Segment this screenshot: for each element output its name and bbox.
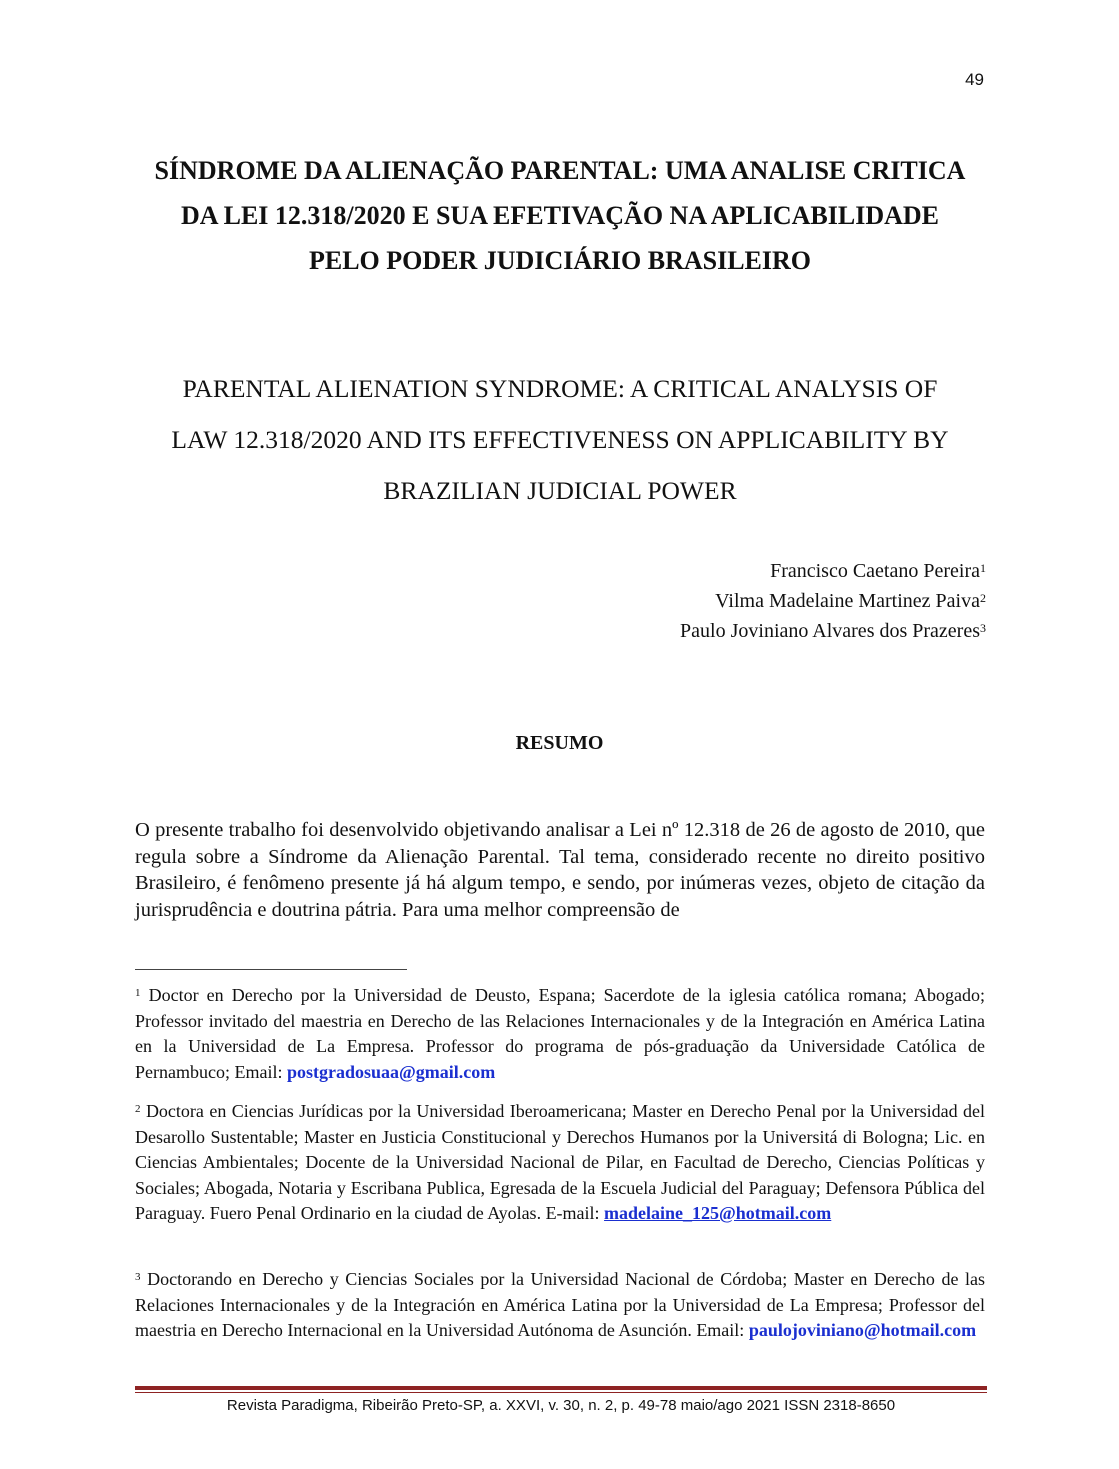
resumo-heading: RESUMO — [515, 732, 604, 754]
footnote-mark: 2 — [135, 1103, 141, 1115]
email-link[interactable]: paulojoviniano@hotmail.com — [748, 1320, 977, 1340]
footnote-mark: 3 — [135, 1271, 141, 1283]
author-line — [680, 616, 986, 646]
title-en-line: BRAZILIAN JUDICIAL POWER — [383, 476, 737, 505]
footnote-text: Doctora en Ciencias Jurídicas por la Universidad Iberoamericana; Master en Derecho Penal por la Universidad del Desarollo Sustentable; Master en Justicia Constitucional y Derechos Humanos por la Universitá di Bologna; Lic. en Ciencias Ambientales; Docente de la Universidad Nacional de Pilar, en Facultad de Derecho, Ciencias Políticas y Sociales; Abogada, Notaria y Escribana Publica, Egresada de la Escuela Judicial del Paraguay; Defensora Pública del Paraguay. Fuero Penal Ordinario en la ciudad de Ayolas. E-mail: — [135, 1101, 986, 1223]
footnote-ref[interactable]: 2 — [980, 591, 986, 605]
page-number: 49 — [965, 70, 984, 89]
title-pt-line: DA LEI 12.318/2020 E SUA EFETIVAÇÃO NA APLICABILIDADE — [180, 201, 939, 230]
footer-divider-thin — [135, 1392, 987, 1393]
footnote-ref[interactable]: 1 — [980, 561, 986, 575]
footnote — [135, 1099, 985, 1227]
footnote — [135, 983, 985, 1085]
title-en-line: LAW 12.318/2020 AND ITS EFFECTIVENESS ON APPLICABILITY BY — [171, 425, 949, 454]
journal-footer: Revista Paradigma, Ribeirão Preto-SP, a. XXVI, v. 30, n. 2, p. 49-78 maio/ago 2021 ISSN 2318-8650 — [226, 1397, 896, 1414]
author-line — [680, 586, 986, 616]
author-name: Francisco Caetano Pereira — [770, 560, 980, 582]
title-en-line: PARENTAL ALIENATION SYNDROME: A CRITICAL ANALYSIS OF — [182, 374, 938, 403]
footnote — [135, 1267, 985, 1344]
author-name: Vilma Madelaine Martinez Paiva — [715, 590, 980, 612]
email-link[interactable]: postgradosuaa@gmail.com — [286, 1061, 496, 1082]
footnote-text: Doctor en Derecho por la Universidad de Deusto, Espana; Sacerdote de la iglesia católica romana; Abogado; Professor invitado del maestria en Derecho de las Relaciones Internacionales y de la Integración en América Latina en la Universidad de La Empresa. Professor do programa de pós-graduação da Universidade Católica de Pernambuco; Email: — [135, 985, 986, 1082]
email-link[interactable]: madelaine_125@hotmail.com — [604, 1203, 832, 1223]
footnote-mark: 1 — [135, 987, 141, 999]
resumo-paragraph: O presente trabalho foi desenvolvido objetivando analisar a Lei nº 12.318 de 26 de agosto de 2010, que regula sobre a Síndrome da Alienação Parental. Tal tema, considerado recente no direito positivo Brasileiro, é fenômeno presente já há algum tempo, e sendo, por inúmeras vezes, objeto de citação da jurisprudência e doutrina pátria. Para uma melhor compreensão de — [135, 819, 985, 921]
author-line — [680, 556, 986, 586]
footnote-divider — [135, 969, 407, 970]
author-list — [680, 556, 986, 646]
footnote-ref[interactable]: 3 — [980, 621, 986, 635]
title-pt-line: SÍNDROME DA ALIENAÇÃO PARENTAL: UMA ANALISE CRITICA — [154, 156, 966, 185]
footnote-text: Doctorando en Derecho y Ciencias Sociales por la Universidad Nacional de Córdoba; Master en Derecho de las Relaciones Internacionales y de la Integración en América Latina por la Universidad de La Empresa; Professor del maestria en Derecho Internacional en la Universidad Autónoma de Asunción. Email: — [135, 1269, 986, 1340]
footer-divider — [135, 1386, 987, 1390]
author-name: Paulo Joviniano Alvares dos Prazeres — [680, 620, 980, 642]
title-english — [110, 363, 1010, 516]
title-portuguese — [110, 148, 1010, 283]
title-pt-line: PELO PODER JUDICIÁRIO BRASILEIRO — [308, 246, 812, 275]
